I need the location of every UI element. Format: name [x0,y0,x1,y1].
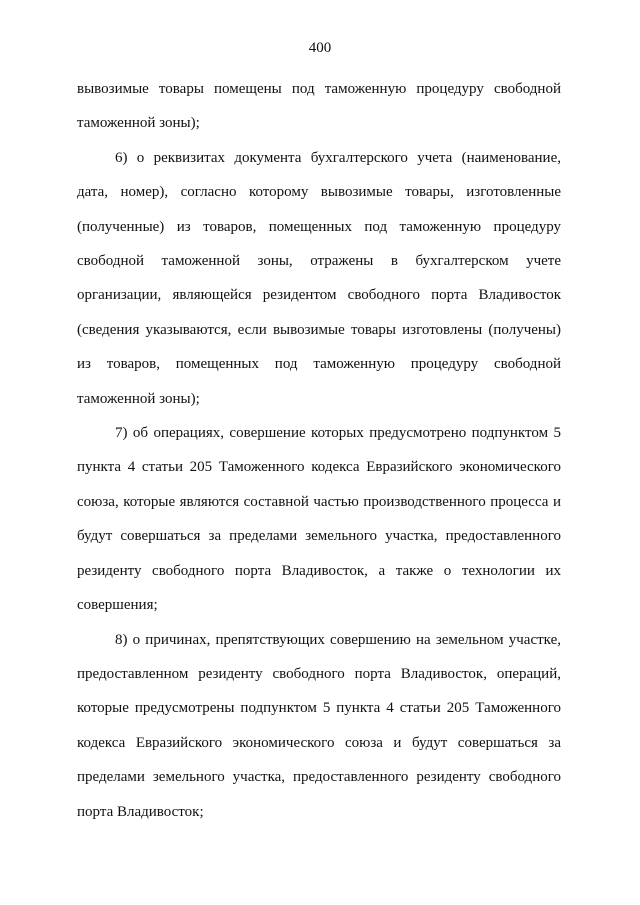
paragraph-item-8: 8) о причинах, препятствующих совершению на земельном участке, предоставленном резиденту свободного порта Владивосток, операций, которые предусмотрены подпунктом 5 пункта 4 статьи 205 Таможенного кодекса Евразийского экономического союза и будут совершаться за пределами земельного участка, предоставленного резиденту свободного порта Владивосток; [77,631,561,820]
paragraph-continuation: вывозимые товары помещены под таможенную процедуру свободной таможенной зоны); [77,81,561,132]
paragraph-item-7: 7) об операциях, совершение которых предусмотрено подпунктом 5 пункта 4 статьи 205 Таможенного кодекса Евразийского экономического союза, которые являются составной частью производственного процесса и будут совершаться за пределами земельного участка, предоставленного резиденту свободного порта Владивосток, а также о технологии их совершения; [77,425,561,614]
paragraph-item-6: 6) о реквизитах документа бухгалтерского учета (наименование, дата, номер), согласно которому вывозимые товары, изготовленные (полученные) из товаров, помещенных под таможенную процедуру свободной таможенной зоны, отражены в бухгалтерском учете организации, являющейся резидентом свободного порта Владивосток (сведения указываются, если вывозимые товары изготовлены (получены) из товаров, помещенных под таможенную процедуру свободной таможенной зоны); [77,149,561,407]
page-number: 400 [308,40,332,56]
document-body [77,72,561,829]
